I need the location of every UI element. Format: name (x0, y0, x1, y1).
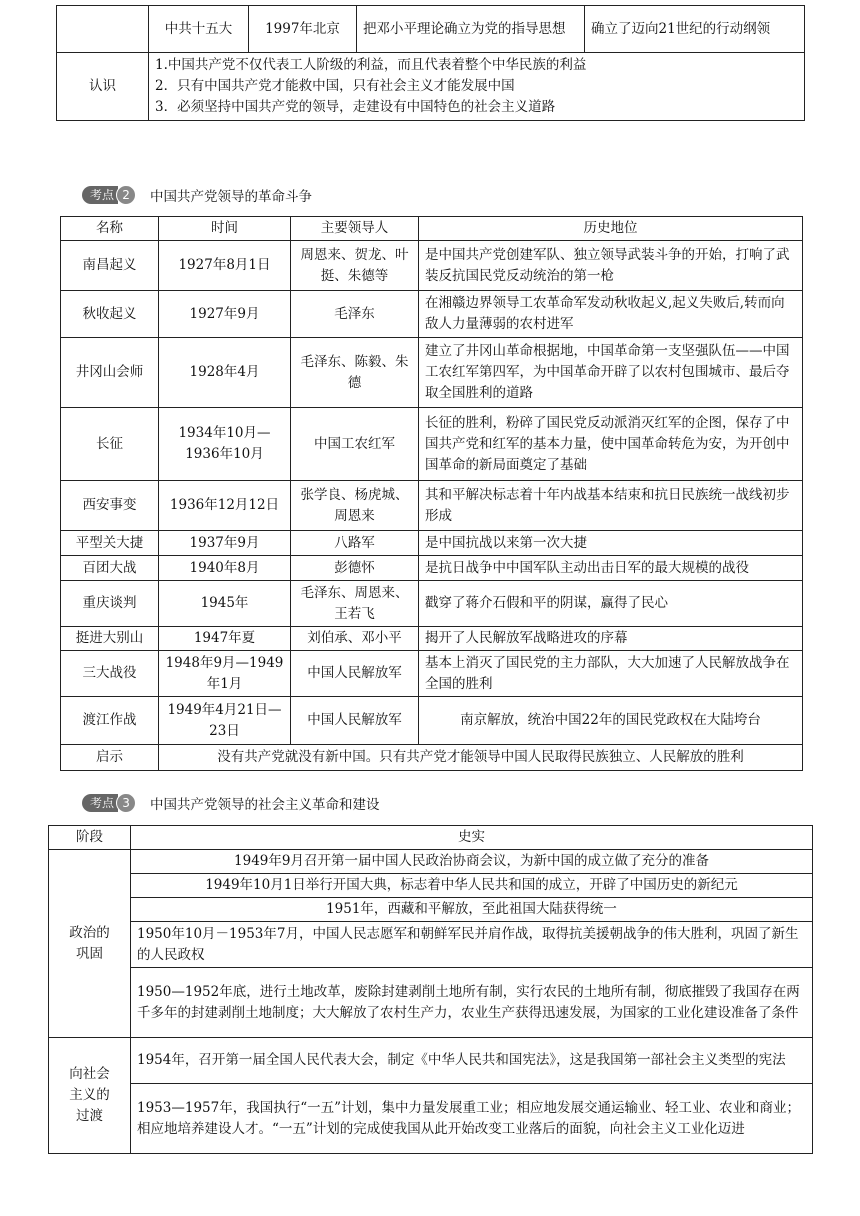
cell-leader: 张学良、杨虎城、周恩来 (291, 481, 419, 531)
table-row (61, 338, 803, 408)
cell-time: 1937年9月 (159, 531, 291, 556)
table-party-congress (56, 5, 805, 121)
cell-lesson-label: 启示 (61, 745, 159, 771)
table-row (61, 291, 803, 338)
recognition-line: 2．只有中国共产党才能救中国，只有社会主义才能发展中国 (155, 78, 515, 94)
cell-recognition-label: 认识 (57, 53, 149, 121)
header-status: 历史地位 (419, 217, 803, 241)
table-revolution (60, 216, 803, 771)
cell-leader: 毛泽东、陈毅、朱德 (291, 338, 419, 408)
cell-time: 1948年9月—1949年1月 (159, 651, 291, 697)
header-stage: 阶段 (49, 826, 131, 850)
cell-recognition (149, 53, 805, 121)
table-socialist-construction (48, 825, 813, 1154)
cell-status: 南京解放，统治中国22年的国民党政权在大陆垮台 (419, 697, 803, 745)
table-row (61, 556, 803, 581)
table-row (57, 6, 805, 53)
cell-leader: 毛泽东 (291, 291, 419, 338)
kaodian-badge: 考点 2 (82, 185, 136, 205)
table-row (49, 874, 813, 898)
cell-time: 1936年12月12日 (159, 481, 291, 531)
cell-status: 戳穿了蒋介石假和平的阴谋，赢得了民心 (419, 581, 803, 627)
cell-name: 渡江作战 (61, 697, 159, 745)
cell-leader: 中国人民解放军 (291, 651, 419, 697)
cell-time: 1945年 (159, 581, 291, 627)
table-row (61, 241, 803, 291)
table-row (49, 922, 813, 968)
table-row (49, 968, 813, 1038)
cell-name: 重庆谈判 (61, 581, 159, 627)
table-row (61, 581, 803, 627)
table-row (49, 1038, 813, 1084)
cell-year: 1997年北京 (249, 6, 357, 53)
table-row (49, 898, 813, 922)
cell-leader: 中国工农红军 (291, 408, 419, 481)
cell-empty (57, 6, 149, 53)
cell-name: 三大战役 (61, 651, 159, 697)
cell-name: 平型关大捷 (61, 531, 159, 556)
cell-name: 秋收起义 (61, 291, 159, 338)
cell-name: 南昌起义 (61, 241, 159, 291)
cell-fact: 1950—1952年底，进行土地改革，废除封建剥削土地所有制，实行农民的土地所有制，彻底摧毁了我国存在两千多年的封建剥削土地制度；大大解放了农村生产力，农业生产获得迅速发展，为国家的工业化建设准备了条件 (131, 968, 813, 1038)
table-header-row (61, 217, 803, 241)
header-leader: 主要领导人 (291, 217, 419, 241)
cell-time: 1928年4月 (159, 338, 291, 408)
kaodian-badge: 考点 3 (82, 793, 136, 813)
header-facts: 史实 (131, 826, 813, 850)
cell-status: 是中国抗战以来第一次大捷 (419, 531, 803, 556)
cell-leader: 中国人民解放军 (291, 697, 419, 745)
section-heading-2 (82, 183, 312, 207)
cell-leader: 刘伯承、邓小平 (291, 627, 419, 651)
cell-fact: 1950年10月－1953年7月，中国人民志愿军和朝鲜军民并肩作战，取得抗美援朝战争的伟大胜利，巩固了新生的人民政权 (131, 922, 813, 968)
cell-time: 1927年9月 (159, 291, 291, 338)
cell-status: 基本上消灭了国民党的主力部队，大大加速了人民解放战争在全国的胜利 (419, 651, 803, 697)
recognition-line: 3．必须坚持中国共产党的领导，走建设有中国特色的社会主义道路 (155, 99, 556, 115)
cell-fact: 1949年10月1日举行开国大典，标志着中华人民共和国的成立，开辟了中国历史的新纪元 (131, 874, 813, 898)
cell-status: 长征的胜利，粉碎了国民党反动派消灭红军的企图，保存了中国共产党和红军的基本力量，使中国革命转危为安，为开创中国革命的新局面奠定了基础 (419, 408, 803, 481)
cell-lesson: 没有共产党就没有新中国。只有共产党才能领导中国人民取得民族独立、人民解放的胜利 (159, 745, 803, 771)
table-row (57, 53, 805, 121)
header-name: 名称 (61, 217, 159, 241)
cell-time: 1940年8月 (159, 556, 291, 581)
cell-time: 1934年10月—1936年10月 (159, 408, 291, 481)
cell-name: 百团大战 (61, 556, 159, 581)
cell-fact: 1949年9月召开第一届中国人民政治协商会议，为新中国的成立做了充分的准备 (131, 850, 813, 874)
cell-time: 1947年夏 (159, 627, 291, 651)
cell-leader: 毛泽东、周恩来、王若飞 (291, 581, 419, 627)
cell-status: 在湘赣边界领导工农革命军发动秋收起义,起义失败后,转而向敌人力量薄弱的农村进军 (419, 291, 803, 338)
cell-fact: 1953—1957年，我国执行“一五”计划，集中力量发展重工业；相应地发展交通运输业、轻工业、农业和商业；相应地培养建设人才。“一五”计划的完成使我国从此开始改变工业落后的面貌，向社会主义工业化迈进 (131, 1084, 813, 1154)
section-title: 中国共产党领导的社会主义革命和建设 (150, 797, 380, 813)
cell-congress: 中共十五大 (149, 6, 249, 53)
table-row (61, 481, 803, 531)
table-row (49, 850, 813, 874)
cell-leader: 周恩来、贺龙、叶挺、朱德等 (291, 241, 419, 291)
cell-fact: 1951年，西藏和平解放，至此祖国大陆获得统一 (131, 898, 813, 922)
cell-leader: 八路军 (291, 531, 419, 556)
table-row (61, 627, 803, 651)
cell-stage: 政治的巩固 (49, 850, 131, 1038)
table-row (61, 531, 803, 556)
cell-status: 其和平解决标志着十年内战基本结束和抗日民族统一战线初步形成 (419, 481, 803, 531)
table-header-row (49, 826, 813, 850)
table-row (61, 745, 803, 771)
cell-status: 是抗日战争中中国军队主动出击日军的最大规模的战役 (419, 556, 803, 581)
cell-fact: 1954年，召开第一届全国人民代表大会，制定《中华人民共和国宪法》，这是我国第一部社会主义类型的宪法 (131, 1038, 813, 1084)
section-heading-3 (82, 791, 380, 815)
cell-significance: 确立了迈向21世纪的行动纲领 (585, 6, 805, 53)
table-row (49, 1084, 813, 1154)
cell-name: 挺进大别山 (61, 627, 159, 651)
cell-status: 建立了井冈山革命根据地，中国革命第一支坚强队伍——中国工农红军第四军，为中国革命开辟了以农村包围城市、最后夺取全国胜利的道路 (419, 338, 803, 408)
cell-time: 1949年4月21日—23日 (159, 697, 291, 745)
cell-time: 1927年8月1日 (159, 241, 291, 291)
table-row (61, 651, 803, 697)
cell-name: 井冈山会师 (61, 338, 159, 408)
cell-stage: 向社会主义的过渡 (49, 1038, 131, 1154)
cell-name: 西安事变 (61, 481, 159, 531)
cell-status: 是中国共产党创建军队、独立领导武装斗争的开始，打响了武装反抗国民党反动统治的第一枪 (419, 241, 803, 291)
table-row (61, 697, 803, 745)
recognition-line: 1.中国共产党不仅代表工人阶级的利益，而且代表着整个中华民族的利益 (155, 57, 587, 73)
cell-leader: 彭德怀 (291, 556, 419, 581)
cell-name: 长征 (61, 408, 159, 481)
cell-content: 把邓小平理论确立为党的指导思想 (357, 6, 585, 53)
section-title: 中国共产党领导的革命斗争 (150, 189, 313, 205)
header-time: 时间 (159, 217, 291, 241)
table-row (61, 408, 803, 481)
cell-status: 揭开了人民解放军战略进攻的序幕 (419, 627, 803, 651)
